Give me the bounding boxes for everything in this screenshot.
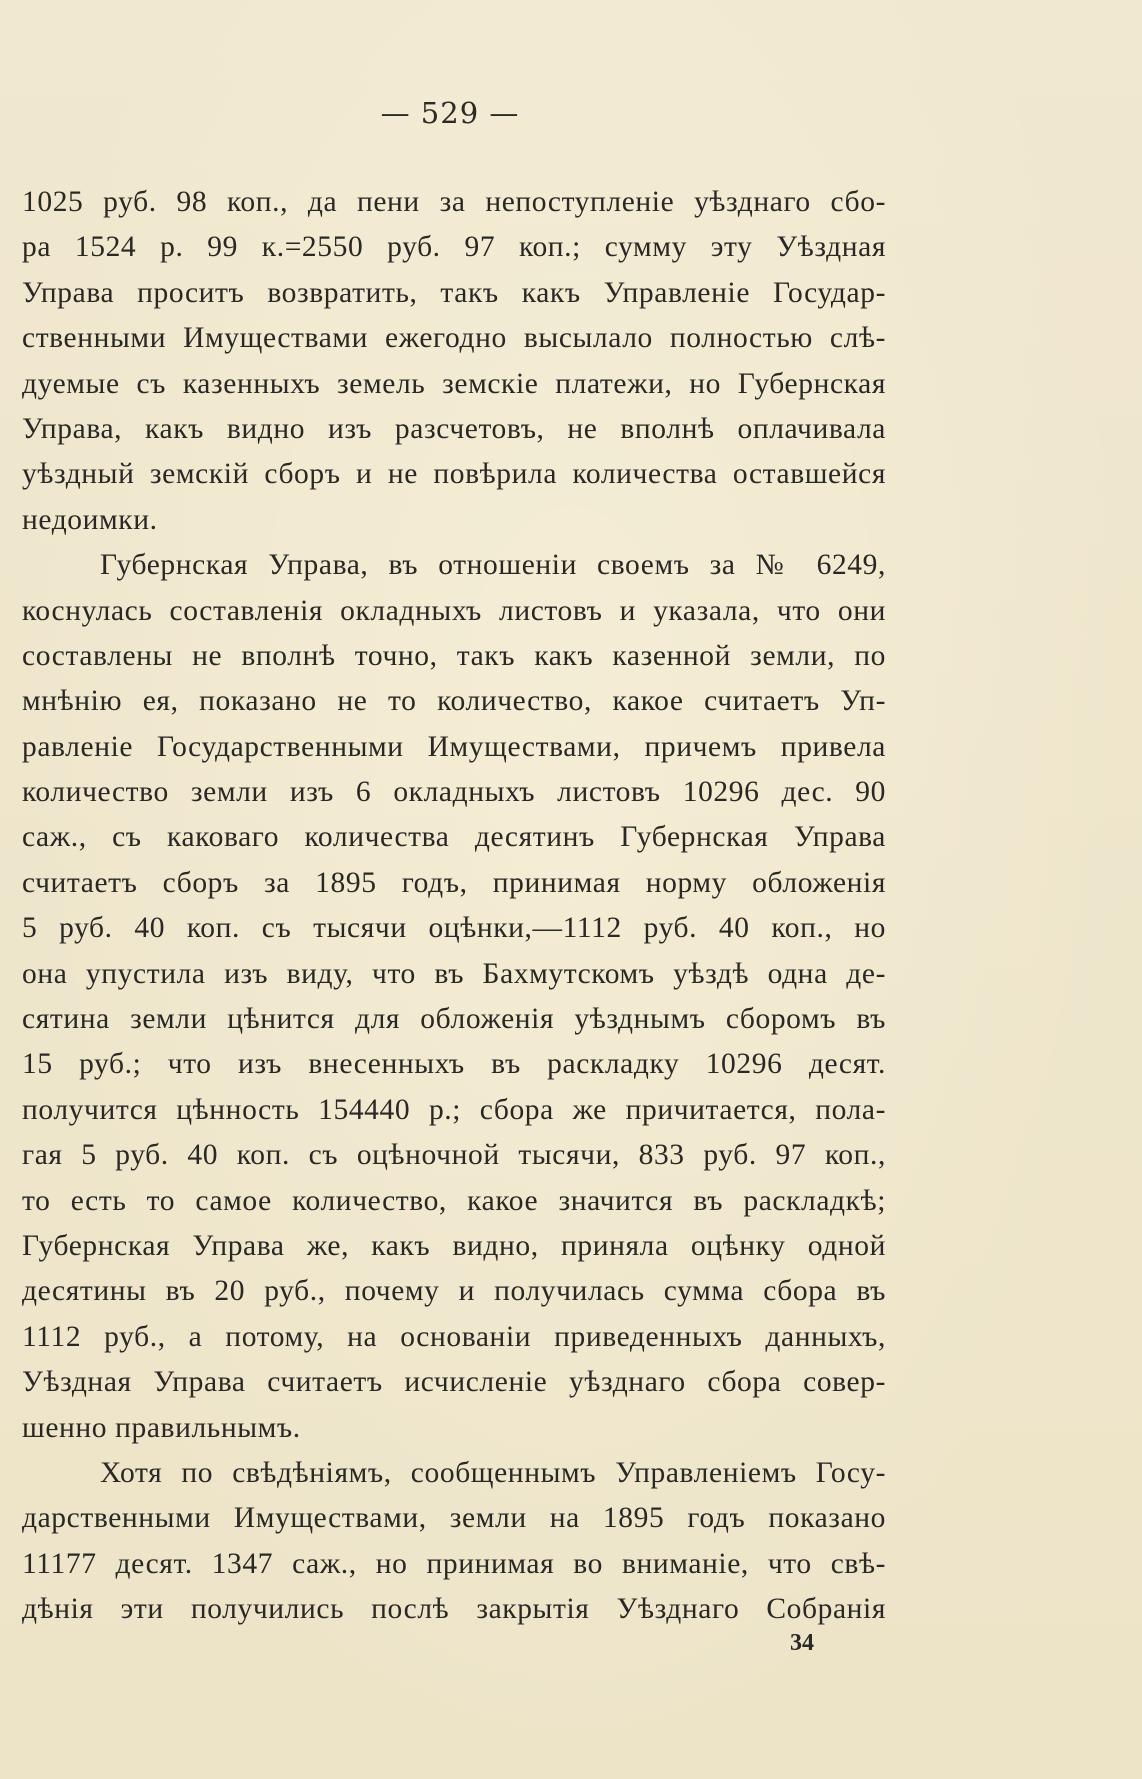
text-line: коснулась составленія окладныхъ листовъ и указала, что они	[22, 594, 886, 627]
text-line: составлены не вполнѣ точно, такъ какъ казенной земли, по	[22, 639, 886, 672]
text-line: гая 5 руб. 40 коп. съ оцѣночной тысячи, 833 руб. 97 коп.,	[22, 1139, 886, 1172]
text-line: мнѣнію ея, показано не то количество, какое считаетъ Уп-	[22, 685, 886, 718]
text-line: равленіе Государственными Имуществами, причемъ привела	[22, 730, 886, 763]
text-line: 1025 руб. 98 коп., да пени за непоступленіе уѣзднаго сбо-	[22, 186, 886, 218]
text-line: недоимки.	[22, 503, 158, 536]
text-line: десятины въ 20 руб., почему и получилась сумма сбора въ	[22, 1275, 886, 1308]
text-line: Управа, какъ видно изъ разсчетовъ, не вполнѣ оплачивала	[22, 412, 886, 445]
text-line: считаетъ сборъ за 1895 годъ, принимая норму обложенія	[22, 866, 886, 899]
body-text	[22, 180, 886, 1633]
text-line: она упустила изъ виду, что въ Бахмутскомъ уѣздѣ одна де-	[22, 957, 886, 990]
text-line: 11177 десят. 1347 саж., но принимая во вниманіе, что свѣ-	[22, 1547, 886, 1580]
page-number: — 529 —	[380, 96, 520, 130]
text-line: Уѣздная Управа считаетъ исчисленіе уѣзднаго сбора совер-	[22, 1366, 886, 1399]
text-line: ра 1524 р. 99 к.=2550 руб. 97 коп.; сумму эту Уѣздная	[22, 231, 886, 264]
text-line: уѣздный земскій сборъ и не повѣрила количества оставшейся	[22, 458, 886, 491]
text-line: Хотя по свѣдѣніямъ, сообщеннымъ Управленіемъ Госу-	[100, 1456, 886, 1489]
text-line: ственными Имуществами ежегодно высылало полностью слѣ-	[22, 322, 886, 355]
text-line: шенно правильнымъ.	[22, 1411, 301, 1444]
text-line: 15 руб.; что изъ внесенныхъ въ раскладку 10296 десят.	[22, 1048, 886, 1081]
text-line: получится цѣнность 154440 р.; сбора же причитается, пола-	[22, 1093, 886, 1126]
text-line: 1112 руб., а потому, на основаніи приведенныхъ данныхъ,	[22, 1320, 886, 1353]
text-line: дарственными Имуществами, земли на 1895 годъ показано	[22, 1502, 886, 1535]
text-line: сятина земли цѣнится для обложенія уѣзднымъ сборомъ въ	[22, 1003, 886, 1036]
text-line: Губернская Управа же, какъ видно, приняла оцѣнку одной	[22, 1229, 886, 1262]
text-line: саж., съ каковаго количества десятинъ Губернская Управа	[22, 821, 886, 854]
text-line: дуемые съ казенныхъ земель земскіе платежи, но Губернская	[22, 367, 886, 400]
text-line: Управа проситъ возвратить, такъ какъ Управленіе Государ-	[22, 276, 886, 309]
text-line: то есть то самое количество, какое значится въ раскладкѣ;	[22, 1184, 886, 1217]
text-line: Губернская Управа, въ отношеніи своемъ за № 6249,	[100, 549, 886, 582]
signature-mark: 34	[790, 1630, 814, 1656]
text-line: количество земли изъ 6 окладныхъ листовъ 10296 дес. 90	[22, 776, 886, 809]
text-line: 5 руб. 40 коп. съ тысячи оцѣнки,—1112 руб. 40 коп., но	[22, 912, 886, 945]
text-line: дѣнія эти получились послѣ закрытія Уѣзднаго Собранія	[22, 1593, 886, 1626]
